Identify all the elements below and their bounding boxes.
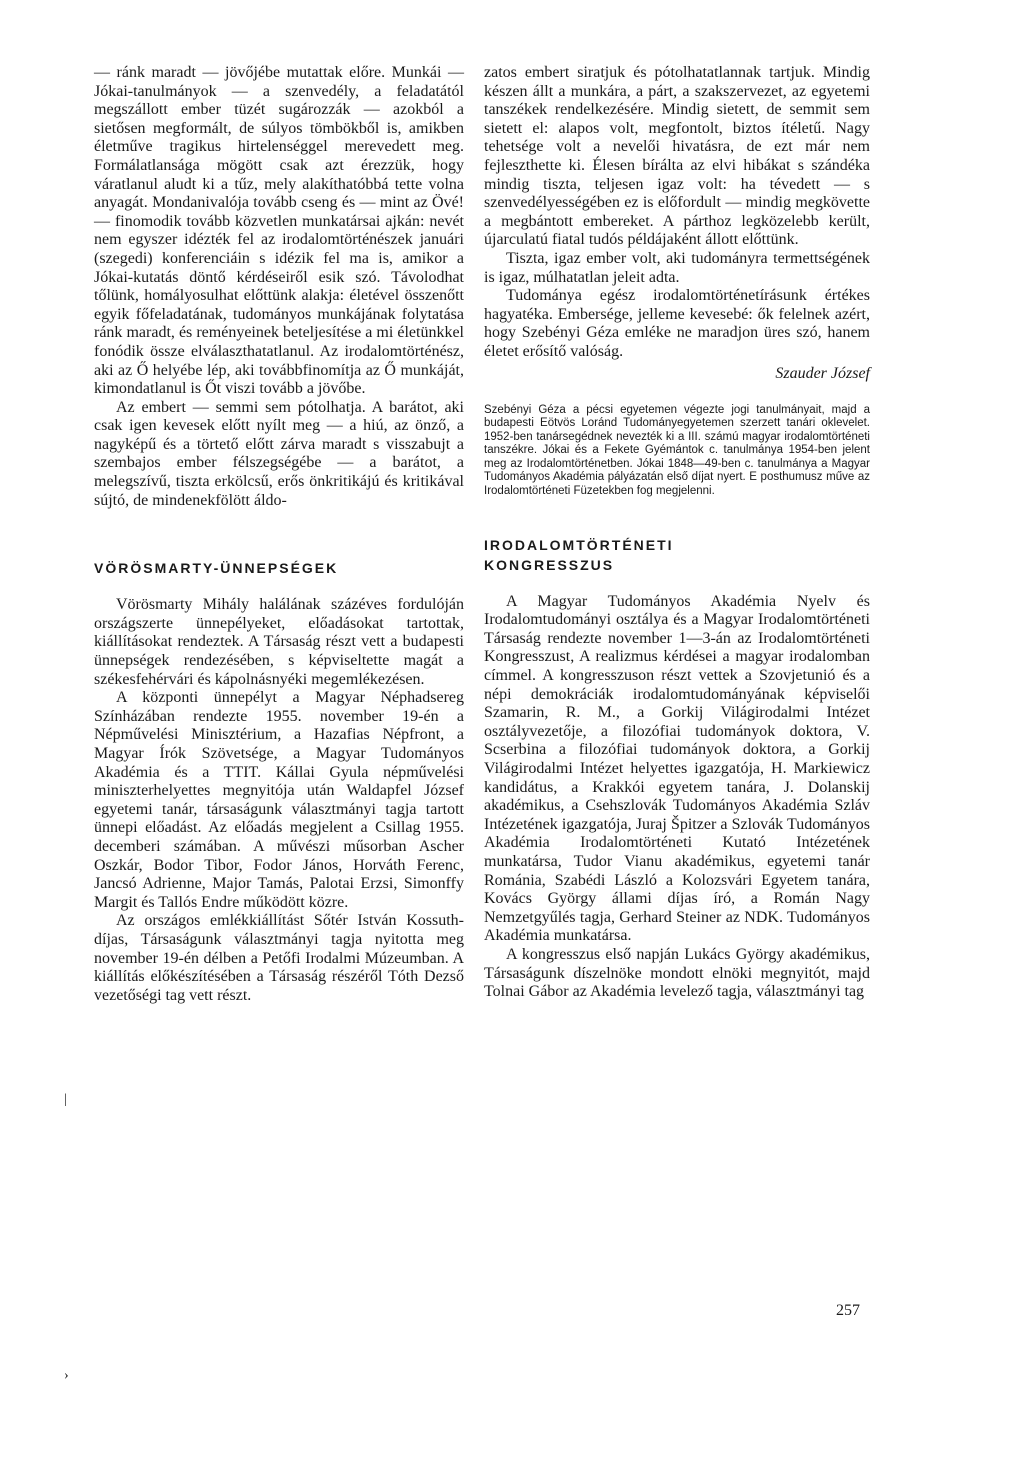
section-heading-vorosmarty: VÖRÖSMARTY-ÜNNEPSÉGEK <box>94 560 339 577</box>
section-paragraph: A központi ünnepélyt a Magyar Néphadsereg Színházában rendezte 1955. november 19-én a Népművelési Minisztérium, a Hazafias Népfront, a Magyar Írók Szövetsége, a Magyar Tudományos Akadémia és a TTIT. Kállai Gyula népművelési miniszterhelyettes megnyitója után Waldapfel József egyetemi tanár, társaságunk választmányi tagja tartott ünnepi előadást. Az előadás megjelent a Csillag 1955. decemberi számában. A művészi műsorban Ascher Oszkár, Bodor Tibor, Fodor János, Horváth Ferenc, Jancsó Adrienne, Major Tamás, Palotai Erzsi, Simonffy Margit és Tallós Endre működött közre. <box>94 689 464 911</box>
article-paragraph: Tiszta, igaz ember volt, aki tudományra termettségének is igaz, múlhatatlan jeleit adta. <box>484 249 870 286</box>
page-number: 257 <box>836 1302 860 1319</box>
right-column <box>484 64 870 1002</box>
left-column <box>94 64 464 1005</box>
article-paragraph: Az embert — semmi sem pótolhatja. A barátot, aki csak igen kevesek előtt nyílt meg — a hiú, az önző, a nagyképű és a törtető előtt zárva maradt s visszabujt a szembajos ember félszegségébe — a barátot, a melegszívű, tiszta erkölcsű, erős önkritikájú és kritikával sújtó, de mindenekfölött áldo- <box>94 398 464 509</box>
article-paragraph: zatos embert siratjuk és pótolhatatlannak tartjuk. Mindig készen állt a munkára, a párt, a szakszervezet, az egyetemi tanszékek rendelkezésére. Mindig sietett, de semmit sem sietett el: alapos volt, megfontolt, biztos ítéletű. Nagy tehetsége volt a nevelői hivatásra, de ezt már nem fejleszthette ki. Élesen bírálta az elvi hibákat s szándéka mindig tiszta, teljesen igaz volt: ha tévedett — s szenvedélyességében ez is előfordult — mindig megkövette a megbántott embereket. A párthoz legközelebb került, újarculatú fiatal tudós példájaként állott előttünk. <box>484 64 870 249</box>
biography-note: Szebényi Géza a pécsi egyetemen végezte jogi tanulmányait, majd a budapesti Eötvös Loránd Tudományegyetemen szerzett tanári oklevelet. 1952-ben tanársegédnek nevezték ki a III. számú magyar irodalomtörténeti tanszékre. Jókai és a Fekete Gyémántok c. tanulmánya 1954-ben jelent meg az Irodalomtörténetben. Jókai 1848—49-ben c. tanulmánya a Magyar Tudományos Akadémia pályázatán első díjat nyert. E posthumusz műve az Irodalomtörténeti Füzetekben fog megjelenni. <box>484 403 870 498</box>
section-paragraph: A kongresszus első napján Lukács György akadémikus, Társaságunk díszelnöke mondott elnöki megnyitót, majd Tolnai Gábor az Akadémia levelező tagja, választmányi tag <box>484 945 870 1001</box>
article-paragraph: — ránk maradt — jövőjébe mutattak előre. Munkái — Jókai-tanulmányok — a szenvedély, a feladatától megszállott ember tüzét sugározzák — azokból a sietősen megformált, de súlyos tömbökből is, amikben életműve tragikus hirtelenséggel merevedett meg. Formálatlansága mögött csak azt érezzük, hogy váratlanul aludt ki a tűz, mely alakíthatóbbá tette volna anyagát. Mondanivalója tovább cseng és — mint az Övé! — finomodik tovább közvetlen munkatársai ajkán: nevét nem egyszer idézték fel az irodalomtörténészek januári (szegedi) konferenciáin s idézik fel ma is, amikor a Jókai-kutatás döntő kérdéseiről esik szó. Távolodhat tőlünk, homályosulhat előttünk alakja: életével összenőtt egyik főfeladatának, tudományos munkájának folytatása ránk maradt, és reményeinek beteljesítése a mi életünkkel fonódik össze elválaszthatatlanul. Az irodalomtörténész, aki az Ő helyébe lép, aki továbbfinomítja az Ő munkáját, kimondatlanul is Őt viszi tovább a jövőbe. <box>94 64 464 398</box>
margin-mark: › <box>64 1368 69 1383</box>
author-signature: Szauder József <box>775 364 870 382</box>
section-paragraph: Az országos emlékkiállítást Sőtér István Kossuth-díjas, Társaságunk választmányi tagja nyitotta meg november 19-én délben a Petőfi Irodalmi Múzeumban. A kiállítás előkészítésében a Társaság részéről Tóth Dezső vezetőségi tag vett részt. <box>94 912 464 1004</box>
section-paragraph: A Magyar Tudományos Akadémia Nyelv és Irodalomtudományi osztálya és a Magyar Irodalomtörténeti Társaság rendezte november 1—3-án az Irodalomtörténeti Kongresszust, A realizmus kérdései a magyar irodalomban címmel. A kongresszuson részt vettek a Szovjetunió és a népi demokráciák irodalomtudományának képviselői Szamarin, R. M., a Gorkij Világirodalmi Intézet osztályvezetője, a filozófiai tudományok doktora, V. Scserbina a filozófiai tudományok doktora, a Gorkij Világirodalmi Intézet helyettes igazgatója, H. Markiewicz kandidátus, a Krakkói egyetem tanára, J. Dolanskij akadémikus, a Csehszlovák Tudományos Akadémia Szláv Intézetének igazgatója, Juraj Špitzer a Szlovák Tudományos Akadémia Irodalomtörténeti Kutató Intézetének munkatársa, Tudor Vianu akadémikus, egyetemi tanár Románia, Szabédi László a Kolozsvári Egyetem tanára, Kovács György állami díjas író, a Román Nagy Nemzetgyűlés tagja, Gerhard Steiner az NDK. Tudományos Akadémia munkatársa. <box>484 592 870 945</box>
section-paragraph: Vörösmarty Mihály halálának százéves fordulóján országszerte ünnepélyeket, előadásokat tartottak, kiállításokat rendeztek. A Társaság részt vett a budapesti ünnepségek rendezésében, s képviseltette magát a székesfehérvári és kápolnásnyéki megemlékezésen. <box>94 596 464 688</box>
section-heading-kongresszus: IRODALOMTÖRTÉNETI KONGRESSZUS <box>484 536 674 573</box>
margin-mark: | <box>64 1092 67 1107</box>
article-paragraph: Tudománya egész irodalomtörténetírásunk értékes hagyatéka. Embersége, jelleme kevesebé: ők felelnek azért, hogy Szebényi Géza emléke ne maradjon üres szó, hanem életet erősítő valóság. <box>484 287 870 360</box>
